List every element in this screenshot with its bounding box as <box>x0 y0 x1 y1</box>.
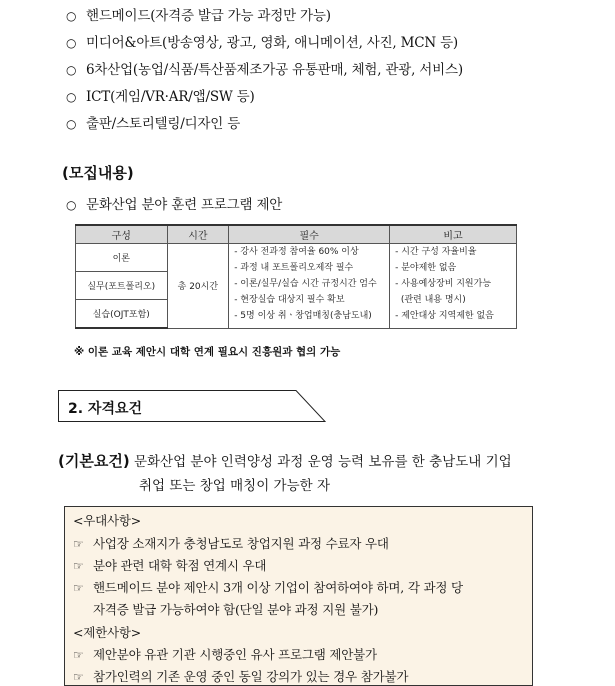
circle-bullet-icon: ○ <box>66 9 77 23</box>
section-title-tab <box>58 390 326 422</box>
circle-bullet-icon: ○ <box>66 117 77 131</box>
row-label-theory: 이론 <box>76 244 168 272</box>
basic-line-2: 취업 또는 창업 매칭이 가능한 자 <box>139 478 330 494</box>
row-label-practice: 실무(포트폴리오) <box>76 272 168 300</box>
table-header-required: 필수 <box>229 225 390 244</box>
pref-title: <우대사항> <box>73 513 142 528</box>
time-cell: 총 20시간 <box>167 244 229 329</box>
note-item: - 사용예상장비 지원가능 <box>395 279 492 289</box>
circle-bullet-icon: ○ <box>66 90 77 104</box>
basic-label: (기본요건) <box>58 452 130 470</box>
list-item: ○ 핸드메이드(자격증 발급 가능 과정만 가능) <box>66 8 331 24</box>
note-item: - 시간 구성 자율비율 <box>395 247 477 257</box>
circle-bullet-icon: ○ <box>66 198 77 212</box>
list-item: ○ 미디어&아트(방송영상, 광고, 영화, 애니메이션, 사진, MCN 등) <box>66 35 458 51</box>
list-item: ☞ 제안분야 유관 기관 시행중인 유사 프로그램 제안불가 <box>73 647 377 662</box>
required-item: - 강사 전과정 참여율 60% 이상 <box>234 247 359 257</box>
table-header-notes: 비고 <box>390 225 517 244</box>
pointing-hand-icon: ☞ <box>73 559 84 573</box>
recruit-heading: (모집내용) <box>62 164 134 182</box>
circle-bullet-icon: ○ <box>66 36 77 50</box>
notes-cell <box>390 244 517 329</box>
basic-requirements <box>58 449 548 498</box>
conditions-box <box>64 506 533 686</box>
section-title: 2. 자격요건 <box>68 401 143 417</box>
pointing-hand-icon: ☞ <box>73 581 84 595</box>
program-table <box>75 224 517 329</box>
note-item: - 제안대상 지역제한 없음 <box>395 311 494 321</box>
required-item: - 현장실습 대상지 필수 확보 <box>234 295 345 305</box>
note-item: (관련 내용 명시) <box>395 295 466 305</box>
list-item: ○ 6차산업(농업/식품/특산품제조가공 유통판매, 체험, 관광, 서비스) <box>66 62 463 78</box>
required-item: - 5명 이상 취ㆍ창업매칭(충남도내) <box>234 311 372 321</box>
table-header-composition: 구성 <box>76 225 168 244</box>
note-item: - 분야제한 없음 <box>395 263 457 273</box>
list-item: ☞ 참가인력의 기존 운영 중인 동일 강의가 있는 경우 참가불가 <box>73 669 409 684</box>
basic-line-1: 문화산업 분야 인력양성 과정 운영 능력 보유를 한 충남도내 기업 <box>133 454 512 470</box>
required-cell <box>229 244 390 329</box>
list-item: ☞ 핸드메이드 분야 제안시 3개 이상 기업이 참여하여야 하며, 각 과정 당 <box>73 580 463 595</box>
table-footnote: ※ 이론 교육 제안시 대학 연계 필요시 진흥원과 협의 가능 <box>74 346 341 358</box>
list-item: ○ ICT(게임/VR·AR/앱/SW 등) <box>66 89 255 105</box>
list-item: ☞ 분야 관련 대학 학점 연계시 우대 <box>73 558 267 573</box>
pointing-hand-icon: ☞ <box>73 648 84 662</box>
list-item-continuation: 자격증 발급 가능하여야 함(단일 분야 과정 지원 불가) <box>93 602 379 617</box>
table-header-time: 시간 <box>167 225 229 244</box>
required-item: - 이론/실무/실습 시간 규정시간 엄수 <box>234 279 377 289</box>
required-item: - 과정 내 포트폴리오제작 필수 <box>234 263 354 273</box>
row-label-ojt: 실습(OJT포함) <box>76 300 168 329</box>
circle-bullet-icon: ○ <box>66 63 77 77</box>
recruit-item: ○ 문화산업 분야 훈련 프로그램 제안 <box>66 197 283 213</box>
limit-title: <제한사항> <box>73 625 142 640</box>
pointing-hand-icon: ☞ <box>73 537 84 551</box>
list-item: ☞ 사업장 소재지가 충청남도로 창업지원 과정 수료자 우대 <box>73 536 389 551</box>
list-item: ○ 출판/스토리텔링/디자인 등 <box>66 116 241 132</box>
pointing-hand-icon: ☞ <box>73 670 84 684</box>
